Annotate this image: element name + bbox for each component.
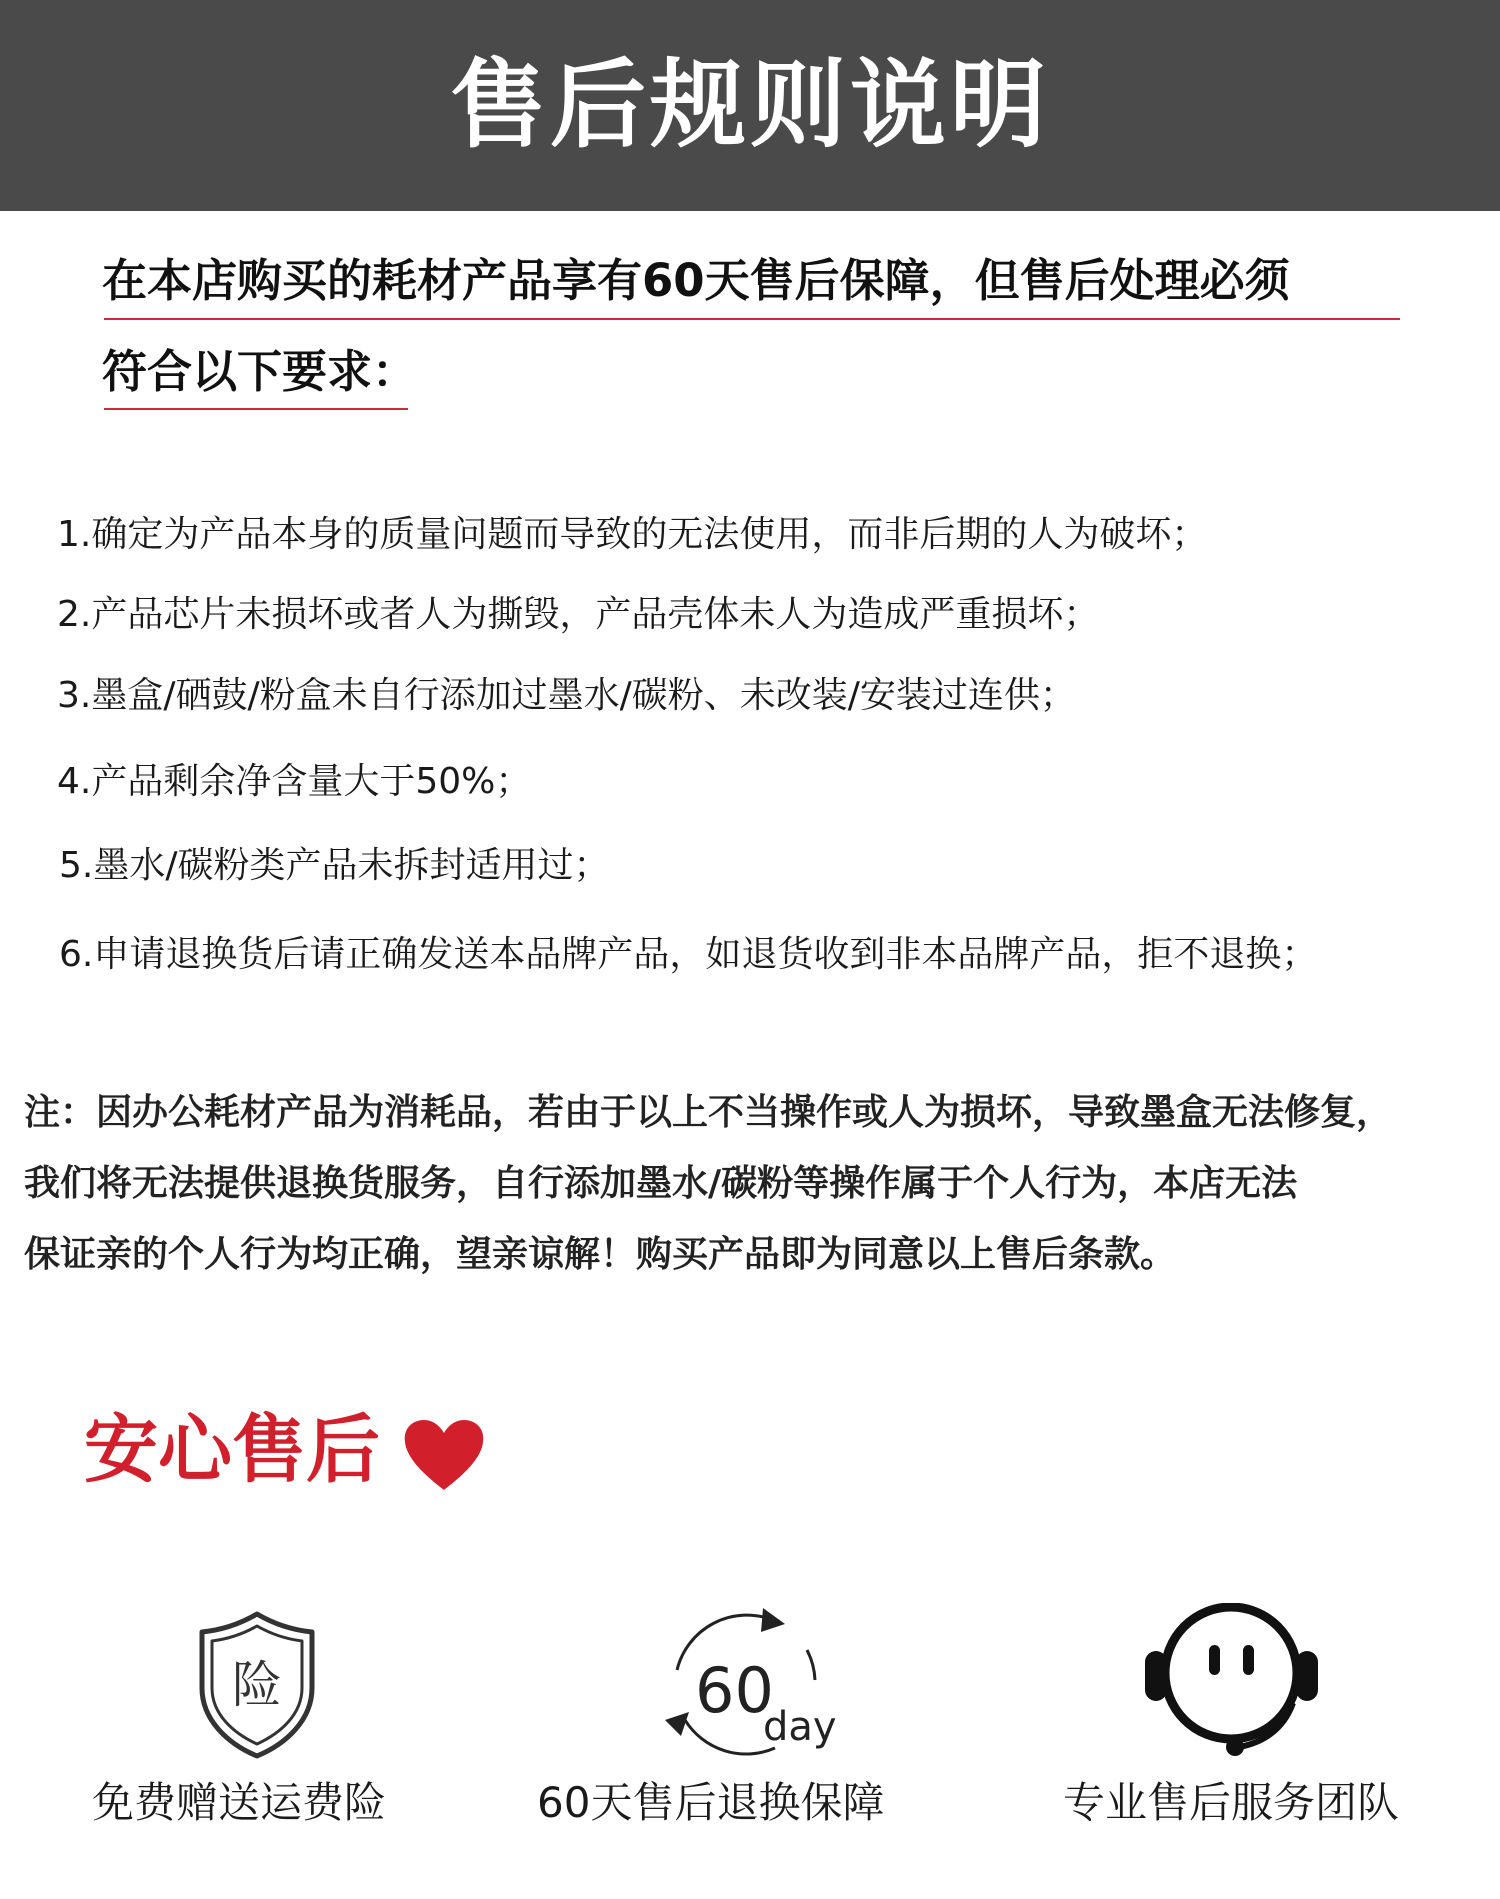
page-title: 售后规则说明 xyxy=(450,49,1050,161)
section-title: 安心售后 xyxy=(84,1407,380,1493)
insurance-shield-char: 险 xyxy=(232,1656,282,1714)
intro-line-1: 在本店购买的耗材产品享有60天售后保障，但售后处理必须 xyxy=(102,254,1290,307)
support-headset-icon xyxy=(1143,1603,1320,1763)
rule-item-3: 3.墨盒/硒鼓/粉盒未自行添加过墨水/碳粉、未改装/安装过连供； xyxy=(57,675,1076,716)
rule-item-6: 6.申请退换货后请正确发送本品牌产品，如退货收到非本品牌产品，拒不退换； xyxy=(59,934,1318,975)
note-line-2: 我们将无法提供退换货服务，自行添加墨水/碳粉等操作属于个人行为，本店无法 xyxy=(24,1163,1298,1204)
feature-label-shipping-insurance: 免费赠送运费险 xyxy=(92,1778,387,1827)
rule-item-5: 5.墨水/碳粉类产品未拆封适用过； xyxy=(59,845,610,886)
feature-label-support-team: 专业售后服务团队 xyxy=(1063,1778,1400,1827)
intro-underline-1 xyxy=(104,318,1400,320)
intro-line-2: 符合以下要求： xyxy=(102,345,418,398)
note-line-3: 保证亲的个人行为均正确，望亲谅解！购买产品即为同意以上售后条款。 xyxy=(24,1234,1177,1275)
note-line-1: 注：因办公耗材产品为消耗品，若由于以上不当操作或人为损坏，导致墨盒无法修复， xyxy=(24,1092,1393,1133)
60-day-number: 60 xyxy=(695,1654,774,1727)
feature-label-60-day-guarantee: 60天售后退换保障 xyxy=(537,1778,885,1827)
rule-item-1: 1.确定为产品本身的质量问题而导致的无法使用，而非后期的人为破坏； xyxy=(57,514,1208,555)
intro-underline-2 xyxy=(104,408,408,410)
insurance-shield-icon xyxy=(198,1610,316,1760)
heart-icon xyxy=(403,1418,485,1492)
rule-item-4: 4.产品剩余净含量大于50%； xyxy=(57,761,532,802)
rule-item-2: 2.产品芯片未损坏或者人为撕毁，产品壳体未人为造成严重损坏； xyxy=(57,594,1100,635)
60-day-unit: day xyxy=(763,1704,837,1750)
60-day-cycle-icon xyxy=(655,1600,855,1775)
